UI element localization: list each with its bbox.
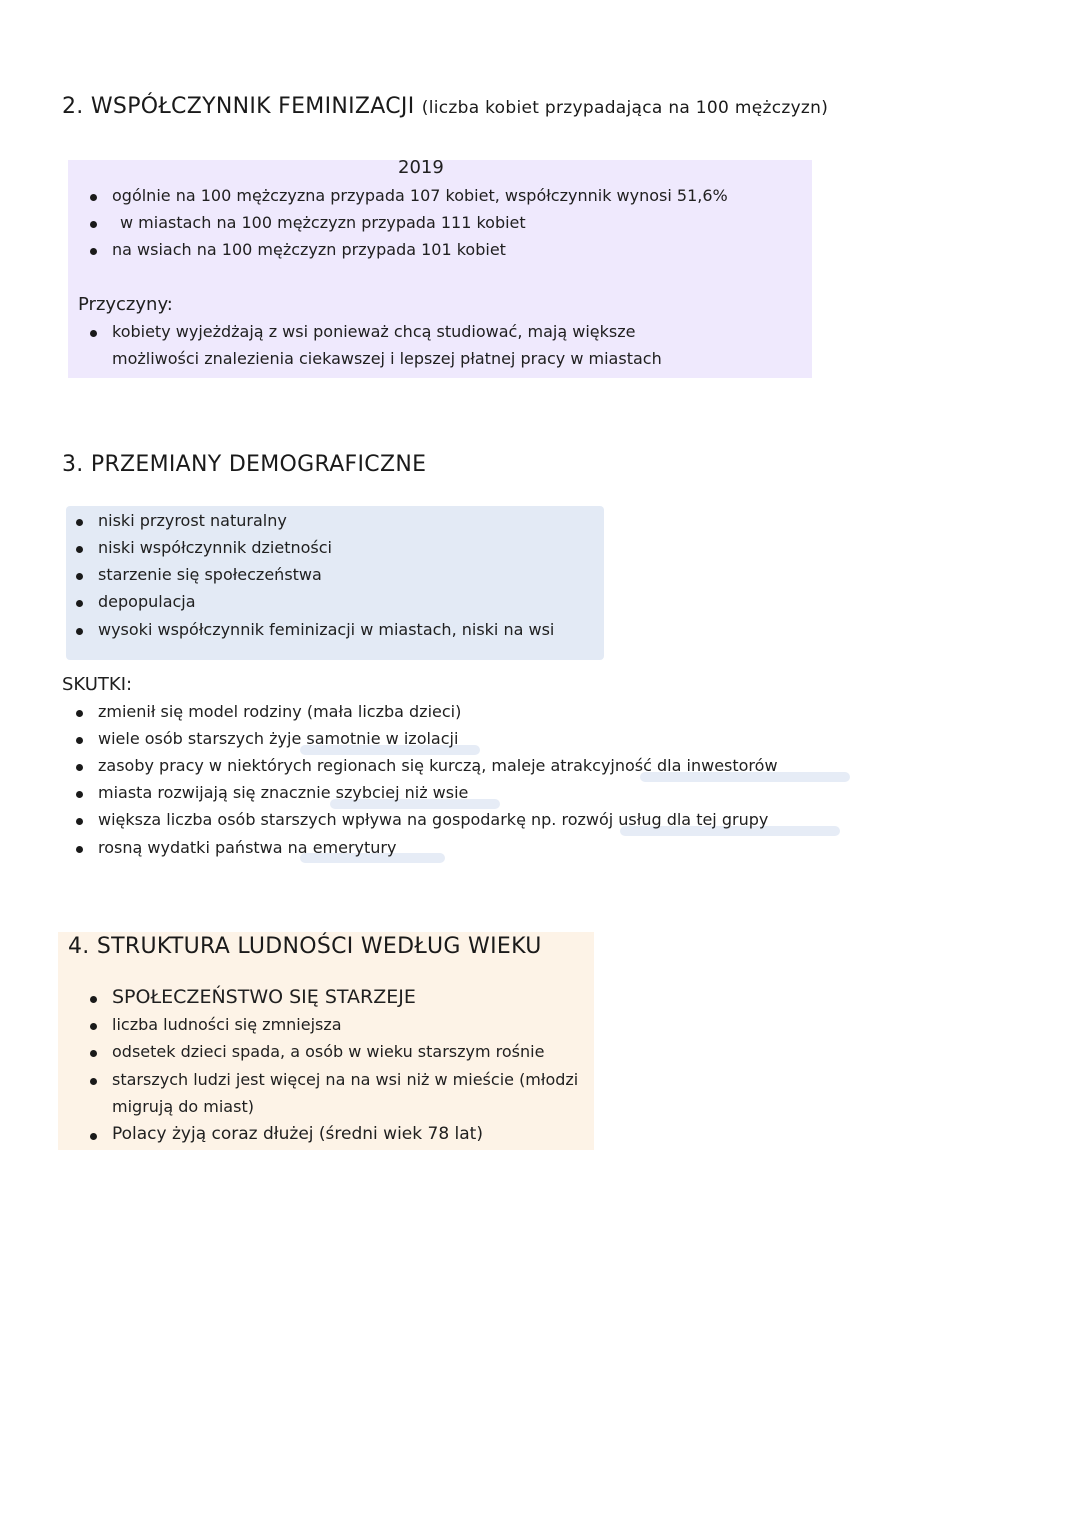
bullet (90, 1023, 97, 1030)
list-item: depopulacja (98, 592, 196, 611)
list-item: kobiety wyjeżdżają z wsi ponieważ chcą studiować, mają większe (112, 322, 636, 341)
section4-box (58, 932, 594, 1150)
bullet (76, 628, 83, 635)
list-item: rosną wydatki państwa na emerytury (98, 838, 397, 857)
causes-label: Przyczyny: (78, 294, 173, 315)
bullet (76, 519, 83, 526)
list-item: liczba ludności się zmniejsza (112, 1015, 342, 1034)
section2-title: 2. WSPÓŁCZYNNIK FEMINIZACJI (62, 94, 415, 119)
bullet (90, 1078, 97, 1085)
list-item: miasta rozwijają się znacznie szybciej niż wsie (98, 783, 469, 802)
list-item: niski przyrost naturalny (98, 511, 287, 530)
list-item: w miastach na 100 mężczyzn przypada 111 kobiet (120, 213, 526, 232)
section4-title: 4. STRUKTURA LUDNOŚCI WEDŁUG WIEKU (68, 934, 542, 959)
list-item: starzenie się społeczeństwa (98, 565, 322, 584)
list-item: wiele osób starszych żyje samotnie w izolacji (98, 729, 459, 748)
section2-year: 2019 (398, 157, 444, 178)
bullet (90, 1050, 97, 1057)
bullet (90, 221, 97, 228)
section2-subtitle: (liczba kobiet przypadająca na 100 mężczyzn) (421, 98, 829, 118)
section3-title: 3. PRZEMIANY DEMOGRAFICZNE (62, 452, 427, 477)
list-item: odsetek dzieci spada, a osób w wieku starszym rośnie (112, 1042, 545, 1061)
list-item: możliwości znalezienia ciekawszej i lepszej płatnej pracy w miastach (112, 349, 662, 368)
list-item: zmienił się model rodziny (mała liczba dzieci) (98, 702, 462, 721)
bullet (90, 330, 97, 337)
bullet (76, 818, 83, 825)
list-item: na wsiach na 100 mężczyzn przypada 101 kobiet (112, 240, 506, 259)
bullet (76, 791, 83, 798)
bullet (76, 846, 83, 853)
effects-label: SKUTKI: (62, 674, 133, 695)
bullet (90, 248, 97, 255)
list-item: SPOŁECZEŃSTWO SIĘ STARZEJE (112, 986, 416, 1008)
list-item: niski współczynnik dzietności (98, 538, 332, 557)
bullet (90, 1133, 97, 1140)
list-item: starszych ludzi jest więcej na na wsi niż w mieście (młodzi (112, 1070, 579, 1089)
list-item: migrują do miast) (112, 1097, 254, 1116)
list-item: większa liczba osób starszych wpływa na gospodarkę np. rozwój usług dla tej grupy (98, 810, 769, 829)
bullet (76, 573, 83, 580)
list-item: ogólnie na 100 mężczyzna przypada 107 kobiet, współczynnik wynosi 51,6% (112, 186, 728, 205)
bullet (76, 710, 83, 717)
list-item: wysoki współczynnik feminizacji w miastach, niski na wsi (98, 620, 555, 639)
list-item: Polacy żyją coraz dłużej (średni wiek 78 lat) (112, 1124, 483, 1144)
bullet (76, 546, 83, 553)
section2-heading (62, 94, 828, 119)
bullet (90, 194, 97, 201)
bullet (76, 764, 83, 771)
bullet (76, 600, 83, 607)
list-item: zasoby pracy w niektórych regionach się kurczą, maleje atrakcyjność dla inwestorów (98, 756, 778, 775)
bullet (76, 737, 83, 744)
bullet (90, 996, 97, 1003)
